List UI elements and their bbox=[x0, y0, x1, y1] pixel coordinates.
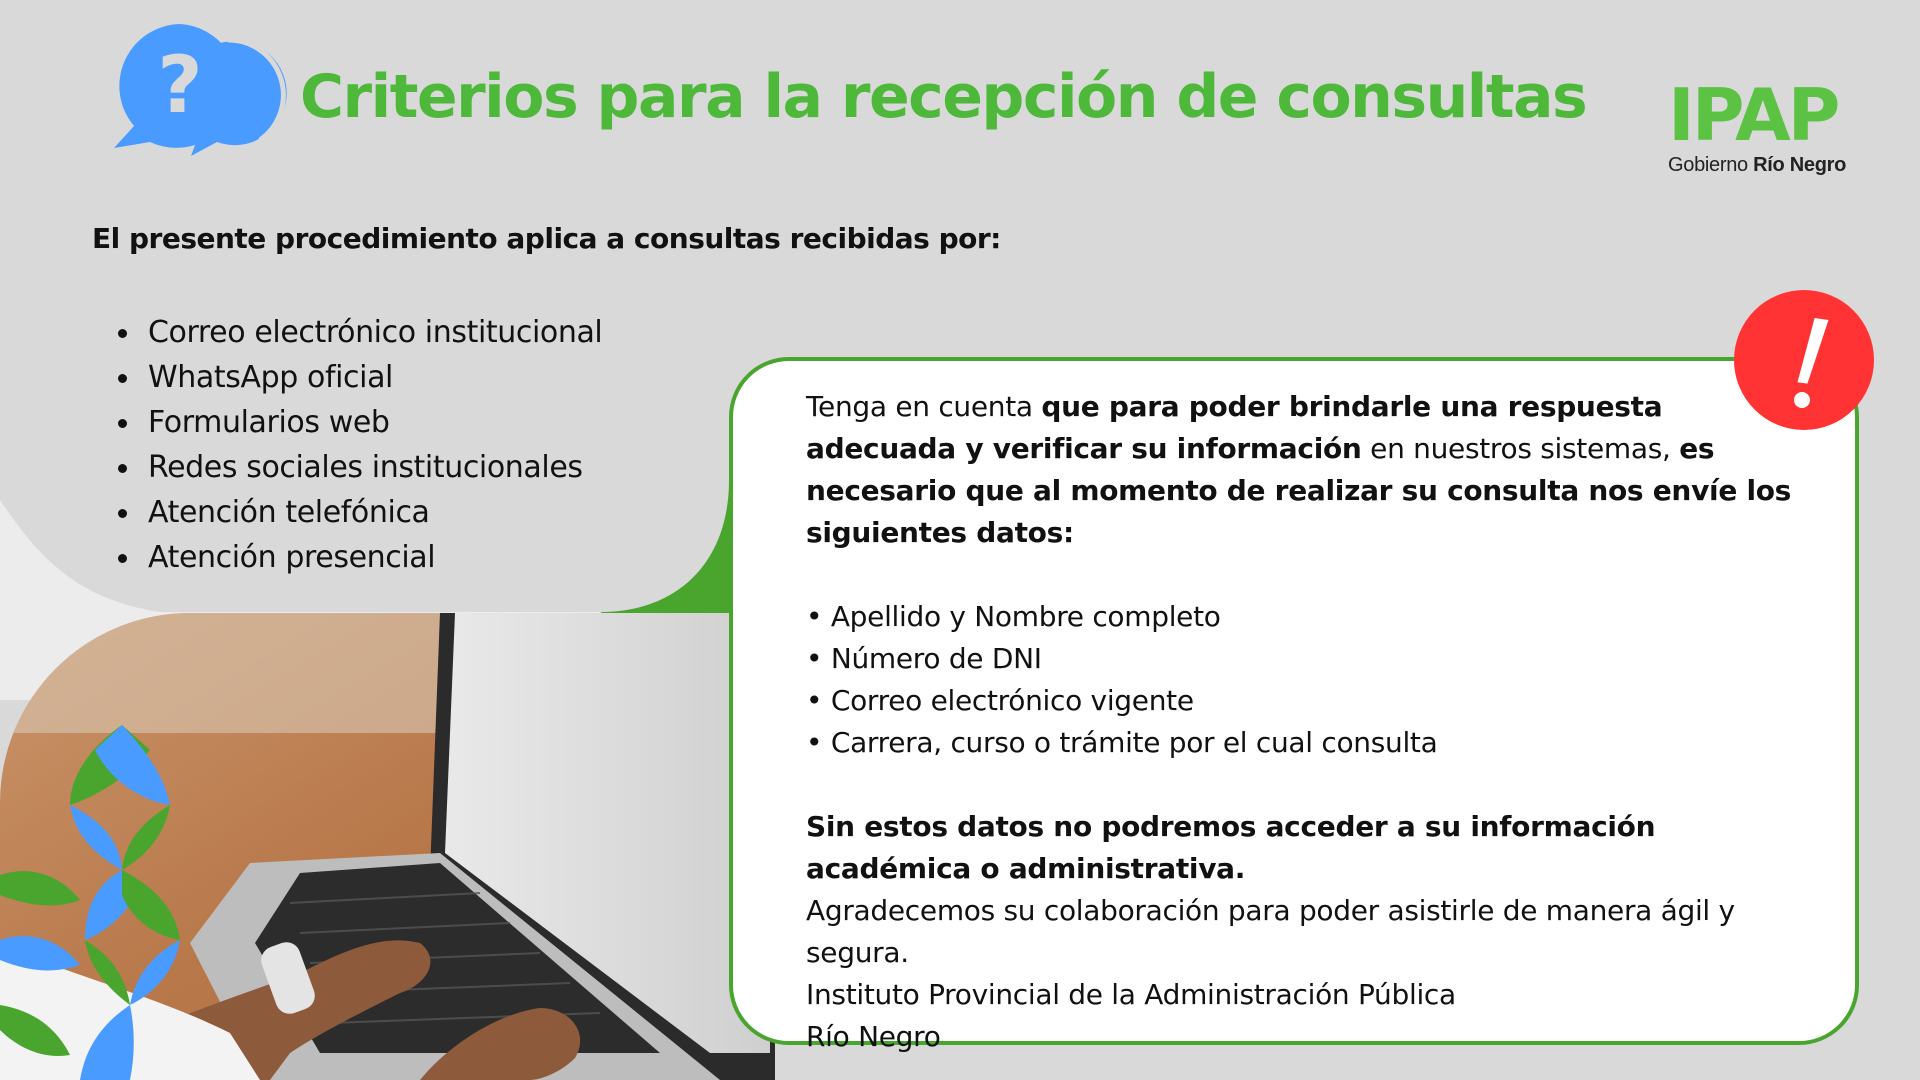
channel-item: Correo electrónico institucional bbox=[118, 310, 602, 355]
channel-item: Redes sociales institucionales bbox=[118, 445, 602, 490]
requirements-text: Tenga en cuenta bbox=[806, 390, 1042, 423]
channels-list bbox=[118, 310, 602, 580]
institution-place: Río Negro bbox=[806, 1020, 941, 1053]
required-item: • Correo electrónico vigente bbox=[806, 684, 1194, 717]
channel-item: WhatsApp oficial bbox=[118, 355, 602, 400]
logo-subtitle-prefix: Gobierno bbox=[1668, 154, 1748, 176]
page-title: Criterios para la recepción de consultas bbox=[300, 62, 1587, 132]
svg-text:?: ? bbox=[157, 41, 203, 131]
requirements-emphasis: es necesario que al momento de realizar su consulta nos envíe los siguientes datos: bbox=[806, 432, 1792, 549]
required-item: • Número de DNI bbox=[806, 642, 1042, 675]
question-bubbles-icon bbox=[105, 20, 305, 160]
channel-item: Atención telefónica bbox=[118, 490, 602, 535]
alert-icon bbox=[1732, 288, 1876, 432]
institution-name: Instituto Provincial de la Administración Pública bbox=[806, 978, 1456, 1011]
requirements-emphasis: que para poder brindarle una respuesta adecuada y verificar su información bbox=[806, 390, 1663, 465]
channel-item: Formularios web bbox=[118, 400, 602, 445]
decorative-petals bbox=[0, 725, 215, 1080]
channel-item: Atención presencial bbox=[118, 535, 602, 580]
requirements-paragraph bbox=[806, 386, 1806, 554]
logo-subtitle bbox=[1668, 154, 1868, 177]
logo-subtitle-bold: Río Negro bbox=[1753, 154, 1847, 176]
warning-text bbox=[806, 806, 1806, 890]
requirements-text: en nuestros sistemas, bbox=[1361, 432, 1680, 465]
thanks-text: Agradecemos su colaboración para poder asistirle de manera ágil y segura. bbox=[806, 894, 1735, 969]
warning-emphasis: Sin estos datos no podremos acceder a su información académica o administrativa. bbox=[806, 810, 1656, 885]
info-card-text bbox=[806, 386, 1806, 1058]
logo-wordmark: IPAP bbox=[1668, 73, 1838, 157]
required-item: • Carrera, curso o trámite por el cual consulta bbox=[806, 726, 1438, 759]
required-item: • Apellido y Nombre completo bbox=[806, 600, 1221, 633]
intro-heading: El presente procedimiento aplica a consultas recibidas por: bbox=[92, 222, 1001, 255]
ipap-logo bbox=[1668, 73, 1868, 177]
